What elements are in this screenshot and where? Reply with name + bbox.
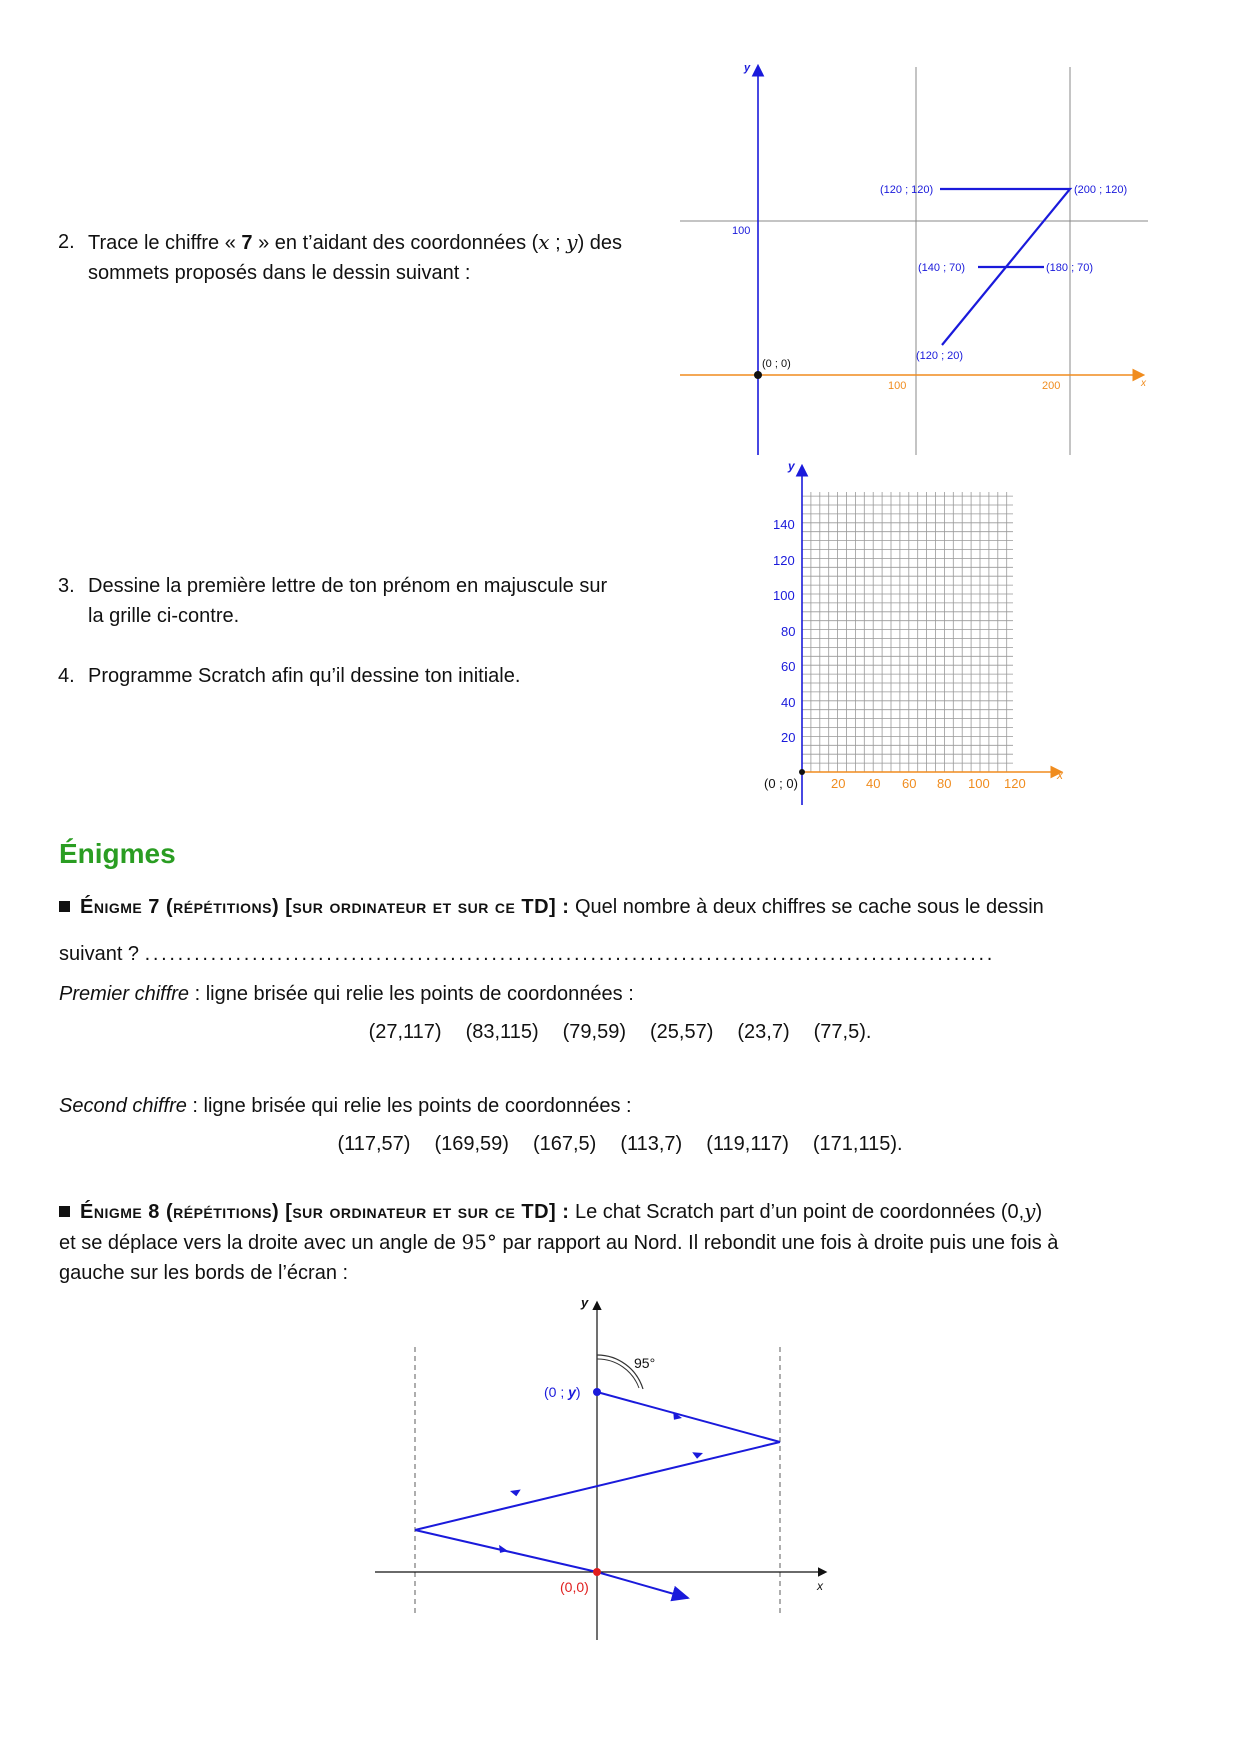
x-tick-20: 20 bbox=[831, 776, 846, 791]
axis-y-label: y bbox=[788, 459, 795, 473]
origin-label: (0,0) bbox=[560, 1579, 589, 1595]
enigme-7-text: Quel nombre à deux chiffres se cache sous le dessin bbox=[569, 896, 1044, 918]
direction-arrow bbox=[692, 1448, 704, 1459]
direction-arrow bbox=[509, 1486, 521, 1497]
point: (117,57) bbox=[337, 1133, 411, 1155]
origin-label: (0 ; 0) bbox=[762, 358, 791, 370]
point-label-140-70: (140 ; 70) bbox=[918, 262, 966, 274]
origin-point bbox=[754, 371, 762, 379]
second-label: Second chiffre bbox=[59, 1095, 187, 1117]
angle-label: 95° bbox=[634, 1355, 656, 1371]
enigme-7-premier bbox=[59, 979, 634, 1009]
premier-text: : ligne brisée qui relie les points de coordonnées : bbox=[189, 983, 634, 1005]
premier-label: Premier chiffre bbox=[59, 983, 190, 1005]
origin-label: (0 ; 0) bbox=[764, 776, 798, 791]
angle-arc-inner bbox=[597, 1359, 639, 1388]
point-label-120-120: (120 ; 120) bbox=[880, 184, 934, 196]
figure-bounce bbox=[370, 1285, 830, 1645]
point: (167,5) bbox=[532, 1133, 597, 1155]
y-tick-120: 120 bbox=[773, 553, 795, 568]
item-2-bold-digit: 7 bbox=[241, 232, 253, 254]
point: (27,117) bbox=[368, 1021, 442, 1043]
path-seg-4 bbox=[597, 1572, 688, 1598]
point-label-120-20: (120 ; 20) bbox=[916, 350, 964, 362]
x-tick-100: 100 bbox=[968, 776, 990, 791]
section-heading-enigmes: Énigmes bbox=[59, 838, 176, 869]
square-bullet-icon bbox=[59, 901, 70, 912]
y-tick-60: 60 bbox=[781, 659, 796, 674]
enigme-8-math-y: y bbox=[1024, 1199, 1036, 1223]
start-point bbox=[593, 1388, 601, 1396]
enigme-7-second bbox=[59, 1091, 632, 1121]
figure-grid bbox=[760, 455, 1080, 810]
second-text: : ligne brisée qui relie les points de coordonnées : bbox=[186, 1095, 632, 1117]
tick-x-100: 100 bbox=[888, 380, 907, 392]
enigme-8-line2-b: par rapport au Nord. Il rebondit une fois à droite puis une fois à bbox=[496, 1232, 1059, 1254]
item-3-line2: la grille ci-contre. bbox=[88, 605, 240, 627]
grid-lines bbox=[802, 492, 1013, 772]
axis-y-label: y bbox=[581, 1295, 589, 1310]
point: (23,7) bbox=[737, 1021, 790, 1043]
enigme-8-line2-a: et se déplace vers la droite avec un angle de bbox=[59, 1232, 462, 1254]
item-3-number: 3. bbox=[58, 575, 75, 597]
axis-x-label: x bbox=[1141, 378, 1146, 389]
axis-y-label: y bbox=[744, 62, 751, 74]
item-2-text-middle: » en t’aidant des coordonnées ( bbox=[252, 232, 539, 254]
enigme-8-text-a: Le chat Scratch part d’un point de coordonnées (0, bbox=[569, 1201, 1025, 1223]
axis-x-label: x bbox=[1057, 768, 1063, 782]
item-2-text-before: Trace le chiffre « bbox=[88, 232, 242, 254]
enigme-7-title: Énigme 7 (répétitions) [sur ordinateur et sur ce TD] : bbox=[80, 896, 570, 918]
item-2-sep: ; bbox=[549, 232, 567, 254]
origin-point bbox=[593, 1568, 601, 1576]
axis-x-label: x bbox=[817, 1579, 823, 1593]
enigme-8-angle: 95° bbox=[461, 1230, 497, 1254]
item-2-math-x: x bbox=[538, 230, 550, 254]
enigme-7 bbox=[59, 892, 1149, 922]
y-tick-80: 80 bbox=[781, 624, 796, 639]
item-2-math-y: y bbox=[566, 230, 578, 254]
point: (169,59) bbox=[434, 1133, 509, 1155]
y-tick-140: 140 bbox=[773, 517, 795, 532]
point: (79,59) bbox=[562, 1021, 626, 1043]
premier-points bbox=[0, 1017, 1240, 1047]
item-2-text-after: ) des bbox=[577, 232, 623, 254]
start-label: (0 ; y) bbox=[544, 1384, 581, 1400]
x-tick-120: 120 bbox=[1004, 776, 1026, 791]
enigme-8-text-b: ) bbox=[1035, 1201, 1043, 1223]
item-4 bbox=[58, 661, 678, 691]
item-3-line1: Dessine la première lettre de ton prénom en majuscule sur bbox=[88, 575, 608, 597]
enigme-7-line2: suivant ? bbox=[59, 943, 140, 965]
item-2-line2: sommets proposés dans le dessin suivant : bbox=[88, 262, 471, 284]
y-tick-20: 20 bbox=[781, 730, 796, 745]
enigme-8-title: Énigme 8 (répétitions) [sur ordinateur et sur ce TD] : bbox=[80, 1201, 570, 1223]
answer-dots: ....................................................................................................... bbox=[144, 943, 996, 965]
x-tick-80: 80 bbox=[937, 776, 952, 791]
y-tick-100: 100 bbox=[773, 588, 795, 603]
point-label-200-120: (200 ; 120) bbox=[1074, 184, 1128, 196]
y-tick-40: 40 bbox=[781, 695, 796, 710]
tick-y-100: 100 bbox=[732, 225, 751, 237]
x-tick-40: 40 bbox=[866, 776, 881, 791]
point: (25,57) bbox=[649, 1021, 714, 1043]
point: (77,5). bbox=[813, 1021, 872, 1043]
enigme-7-answer-line bbox=[59, 939, 1149, 969]
enigme-8-line3: gauche sur les bords de l’écran : bbox=[59, 1262, 349, 1284]
point-label-180-70: (180 ; 70) bbox=[1046, 262, 1094, 274]
figure-seven bbox=[670, 55, 1150, 460]
point: (171,115). bbox=[812, 1133, 903, 1155]
point: (83,115) bbox=[465, 1021, 539, 1043]
item-4-text: Programme Scratch afin qu’il dessine ton initiale. bbox=[88, 665, 521, 687]
item-2-number: 2. bbox=[58, 231, 75, 253]
origin-point bbox=[799, 769, 805, 775]
second-points bbox=[0, 1129, 1240, 1159]
path-seg-1 bbox=[597, 1392, 780, 1442]
item-2 bbox=[58, 227, 658, 288]
point: (113,7) bbox=[620, 1133, 683, 1155]
tick-x-200: 200 bbox=[1042, 380, 1061, 392]
item-4-number: 4. bbox=[58, 665, 75, 687]
point: (119,117) bbox=[706, 1133, 789, 1155]
enigme-8 bbox=[59, 1196, 1149, 1288]
square-bullet-icon bbox=[59, 1206, 70, 1217]
item-3 bbox=[58, 571, 678, 631]
x-tick-60: 60 bbox=[902, 776, 917, 791]
